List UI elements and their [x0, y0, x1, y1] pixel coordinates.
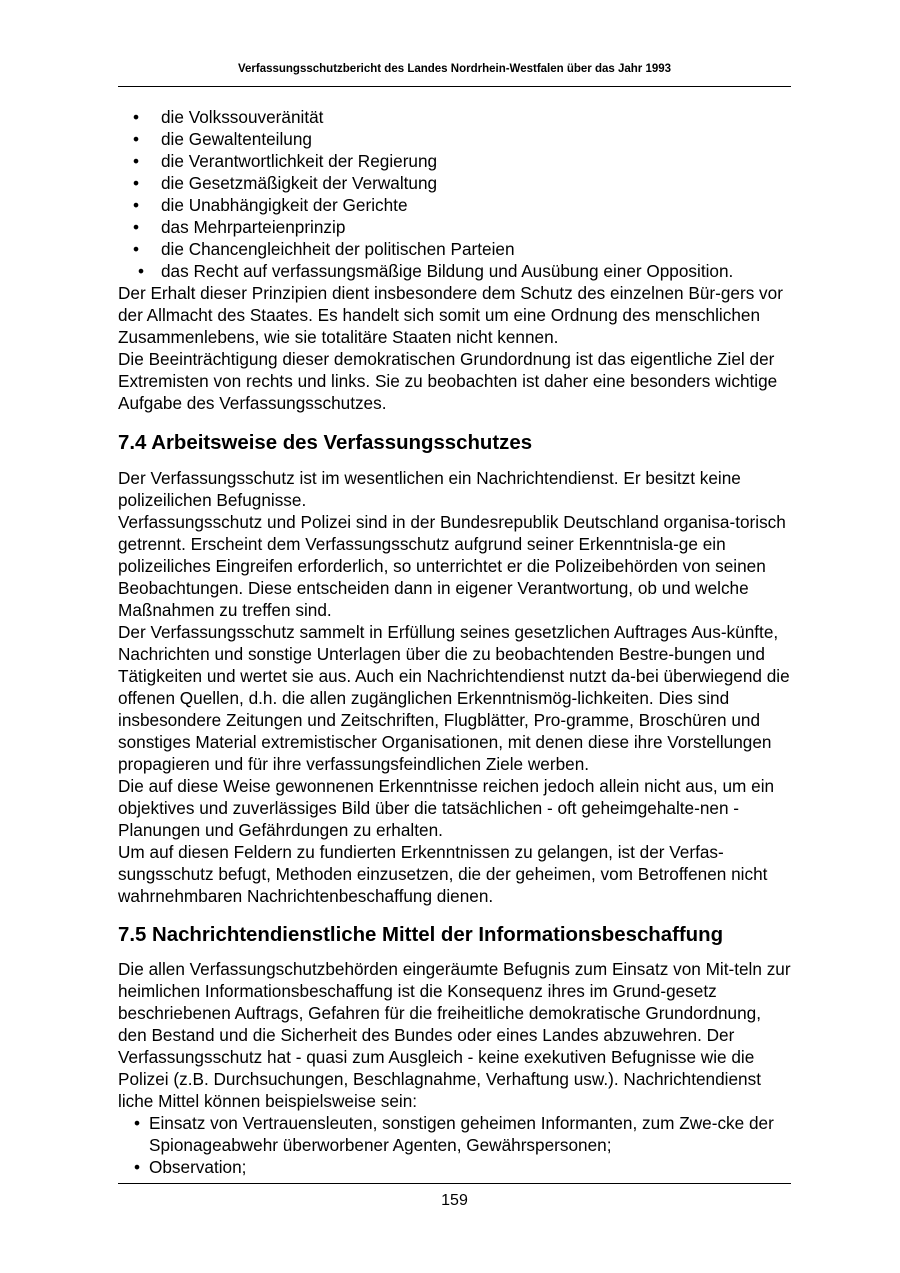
paragraph: Die allen Verfassungschutzbehörden eingeräumte Befugnis zum Einsatz von Mit-teln zur heimlichen Informationsbeschaffung ist die Konsequenz ihres im Grund-gesetz beschriebenen Auftrags, Gefahren für die freiheitliche demokratische Grundordnung, den Bestand und die Sicherheit des Bundes oder eines Landes abzuwehren. Der Verfassungsschutz hat - quasi zum Ausgleich - keine exekutiven Befugnisse wie die Polizei (z.B. Durchsuchungen, Beschlagnahme, Verhaftung usw.). Nachrichtendienst liche Mittel können beispielsweise sein: — [118, 959, 791, 1111]
bullet-icon: • — [133, 107, 140, 127]
bullet-icon: • — [134, 1157, 141, 1177]
bullet-icon: • — [133, 239, 140, 259]
list-item: • das Recht auf verfassungsmäßige Bildung und Ausübung einer Opposition. — [138, 261, 734, 281]
list-item: • die Gesetzmäßigkeit der Verwaltung — [133, 173, 438, 193]
bullet-icon: • — [138, 261, 145, 281]
page-header: Verfassungsschutzbericht des Landes Nordrhein-Westfalen über das Jahr 1993 — [237, 63, 672, 75]
principles-list — [118, 106, 791, 282]
paragraph: Die Beeinträchtigung dieser demokratischen Grundordnung ist das eigentliche Ziel der Extremisten von rechts und links. Sie zu beobachten ist daher eine besonders wichtige Aufgabe des Verfassungsschutzes. — [118, 349, 778, 413]
bullet-icon: • — [133, 129, 140, 149]
paragraph: Verfassungsschutz und Polizei sind in der Bundesrepublik Deutschland organisa-torisch getrennt. Erscheint dem Verfassungsschutz aufgrund seiner Erkenntnisla-ge ein polizeiliches Eingreifen erforderlich, so unterrichtet er die Polizeibehörden von seinen Beobachtungen. Diese entscheiden dann in eigener Verantwortung, ob und welche Maßnahmen zu treffen sind. — [118, 512, 786, 620]
paragraph: Die auf diese Weise gewonnenen Erkenntnisse reichen jedoch allein nicht aus, um ein objektives und zuverlässiges Bild über die tatsächlichen - oft geheimgehalte-nen - Planungen und Gefährdungen zu erhalten. — [118, 776, 775, 840]
list-item: • die Verantwortlichkeit der Regierung — [133, 151, 438, 171]
list-item: • das Mehrparteienprinzip — [133, 217, 346, 237]
paragraph: Der Erhalt dieser Prinzipien dient insbesondere dem Schutz des einzelnen Bür-gers vor der Allmacht des Staates. Es handelt sich somit um eine Ordnung des menschlichen Zusammenlebens, wie sie totalitäre Staaten nicht kennen. — [118, 283, 783, 347]
list-item: • die Chancengleichheit der politischen Parteien — [133, 239, 515, 259]
bullet-icon: • — [134, 1113, 141, 1133]
list-item: • die Unabhängigkeit der Gerichte — [133, 195, 408, 215]
section-heading: 7.5 Nachrichtendienstliche Mittel der Informationsbeschaffung — [118, 924, 724, 946]
footer-divider — [118, 1183, 791, 1184]
bullet-icon: • — [133, 217, 140, 237]
bullet-icon: • — [133, 173, 140, 193]
paragraph: Der Verfassungsschutz ist im wesentlichen ein Nachrichtendienst. Er besitzt keine polizeilichen Befugnisse. — [118, 468, 741, 510]
paragraph: Um auf diesen Feldern zu fundierten Erkenntnissen zu gelangen, ist der Verfas-sungsschutz befugt, Methoden einzusetzen, die der geheimen, vom Betroffenen nicht wahrnehmbaren Nachrichtenbeschaffung dienen. — [118, 842, 768, 906]
list-item: • die Volkssouveränität — [133, 107, 324, 127]
means-list — [118, 1112, 791, 1178]
bullet-icon: • — [133, 195, 140, 215]
list-item: • Einsatz von Vertrauensleuten, sonstigen geheimen Informanten, zum Zwe-cke der Spionageabwehr überworbener Agenten, Gewährspersonen; — [134, 1113, 774, 1155]
section-heading: 7.4 Arbeitsweise des Verfassungsschutzes — [118, 432, 533, 454]
list-item: • die Gewaltenteilung — [133, 129, 312, 149]
page-number: 159 — [441, 1192, 468, 1209]
bullet-icon: • — [133, 151, 140, 171]
paragraph: Der Verfassungsschutz sammelt in Erfüllung seines gesetzlichen Auftrages Aus-künfte, Nachrichten und sonstige Unterlagen über die zu beobachtenden Bestre-bungen und Tätigkeiten und wertet sie aus. Auch ein Nachrichtendienst nutzt da-bei überwiegend die offenen Quellen, d.h. die allen zugänglichen Erkenntnismög-lichkeiten. Dies sind insbesondere Zeitungen und Zeitschriften, Flugblätter, Pro-gramme, Broschüren und sonstiges Material extremistischer Organisationen, mit denen diese ihre Vorstellungen propagieren und für ihre verfassungsfeindlichen Ziele werben. — [118, 622, 790, 774]
list-item: • Observation; — [134, 1157, 247, 1177]
page-body — [118, 106, 791, 1178]
header-divider — [118, 86, 791, 87]
